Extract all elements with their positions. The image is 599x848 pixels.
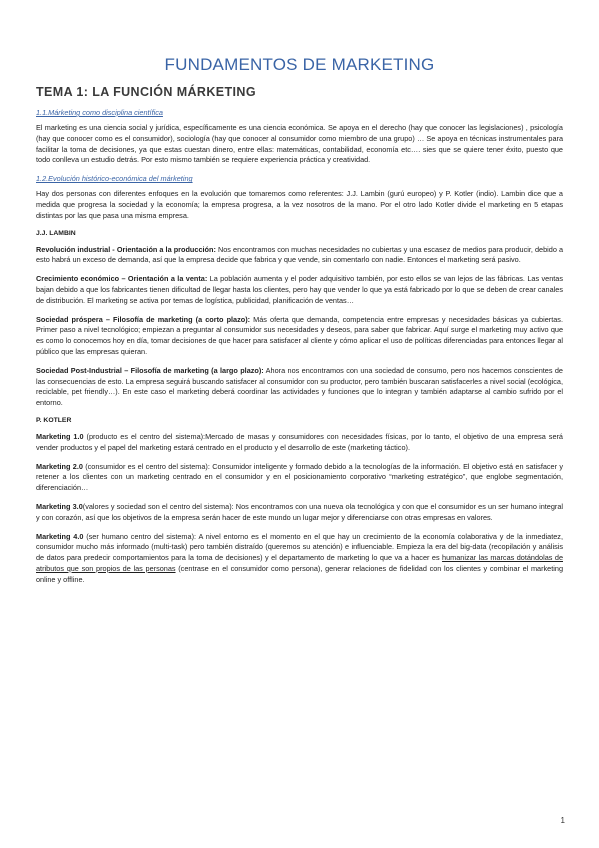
section-1-2-paragraph: Hay dos personas con diferentes enfoques en la evolución que tomaremos como referentes: J.J. Lambin (gurú europeo) y P. Kotler (indio). Lambin dice que a medida que progresa la sociedad y la economía; la empresa progresa, a la vez nosotros de la mano. Por el otro lado Kotler divide el marketing en 5 etapas distintas por las que pasa una misma empresa. (36, 189, 563, 220)
kotler-stage-4-underlined: humanizar las marcas dotándolas de atributos que son propios de las personas (36, 553, 563, 573)
kotler-stage-2 (36, 462, 563, 494)
kotler-stage-4-lead: Marketing 4.0 (36, 531, 84, 541)
lambin-stage-1-lead: Revolución industrial - Orientación a la producción: (36, 244, 216, 254)
kotler-stage-1-lead: Marketing 1.0 (36, 431, 84, 441)
kotler-stage-4-text-a: (ser humano centro del sistema): A nivel entorno es el momento en el que hay un crecimiento de la economía colaborativa y de la inmediatez, consumidor mucho más informado (multi-task) pero también distraído (queremos su atención) e influenciable. Empieza la era del big-data (recopilación y análisis de datos para predecir comportamientos para la toma de decisiones) y el departamento de marketing lo que va a hacer es (36, 531, 563, 563)
page-content (36, 55, 563, 594)
kotler-stage-4-text-b: (centrase en el consumidor como persona), generar relaciones de fidelidad con los clientes y combinar el marketing online y offline. (36, 563, 564, 584)
lambin-stage-3-lead: Sociedad próspera – Filosofía de marketing (a corto plazo): (36, 314, 251, 324)
lambin-stage-4 (36, 366, 563, 409)
lambin-stage-3 (36, 315, 563, 358)
lambin-stage-4-text: Ahora nos encontramos con una sociedad de consumo, pero nos hacemos conscientes de las consecuencias de esto. La empresa seguirá buscando satisfacer al consumidor con su productor, pero también buscaran satisfacerles a nivel social (ecológica, reciclable, pet friendly…). En este caso el marketing deberá coordinar las actividades y funciones que lo integran y también adaptarse al cambio sufrido por el entorno. (36, 365, 563, 408)
lambin-label: J.J. LAMBIN (36, 229, 76, 237)
kotler-label: P. KOTLER (36, 416, 72, 424)
kotler-stage-1-text: (producto es el centro del sistema):Mercado de masas y consumidores con necesidades físicas, por lo tanto, el objetivo de una empresa será vender productos y el papel del marketing estará centrado en el producto y el desarrollo de este (marketing táctico). (36, 431, 563, 452)
tema-heading: TEMA 1: LA FUNCIÓN MÁRKETING (36, 85, 256, 99)
lambin-stage-2 (36, 274, 563, 306)
page-number: 1 (560, 816, 565, 825)
lambin-stage-1-text: Nos encontramos con muchas necesidades no cubiertas y una escasez de medios para producir, debido a esto habrá un exceso de demanda, así que la empresa decide que fabrica y que vende, sin comentarlo con nadie. Entonces el marketing será pasivo. (36, 244, 564, 265)
section-1-2-heading: 1.2.Evolución histórico-económica del márketing (36, 174, 193, 184)
lambin-stage-2-text: La población aumenta y el poder adquisitivo también, por esto ellos se van lejos de las fábricas. Las ventas bajan debido a que los fabricantes tienen dificultad de llegar hasta los clientes, pero hay que vender lo que ya está fabricado por lo que se deben de crear canales de distribución. El marketing se activa por temas de logística, publicidad, planificación de ventas… (36, 274, 564, 305)
kotler-stage-2-text: (consumidor es el centro del sistema): Consumidor inteligente y formado debido a la tecnologías de la información. El objetivo está en satisfacer y retener a los clientes con un marketing centrado en el consumidor y en el posicionamiento corporativo “marketing estratégico”, que englobe segmentación, diferenciación… (36, 461, 564, 493)
kotler-stage-3-lead: Marketing 3.0 (36, 501, 83, 511)
lambin-stage-1 (36, 245, 563, 267)
lambin-stage-2-lead: Crecimiento económico – Orientación a la venta: (36, 274, 208, 284)
lambin-stage-4-lead: Sociedad Post-Industrial – Filosofía de marketing (a largo plazo): (36, 365, 264, 375)
lambin-stage-3-text: Más oferta que demanda, competencia entre empresas y necesidades básicas ya cubiertas. Primer paso a nivel tecnológico; empiezan a preguntar al consumidor sus necesidades y deseos, para saber que fabricar. Aquí surge el marketing muy activo que es como lo conocemos hoy en día, tomar decisiones de que hacer para satisfacer al cliente y cómo aplicar el uso de políticas diferenciadas para entonces llegar al público que las empresas quieran. (36, 314, 563, 356)
kotler-stage-3-text: (valores y sociedad son el centro del sistema): Nos encontramos con una nueva ola tecnológica y con que el consumidor es un ser humano integral y con corazón, así que los objetivos de la empresa serán hacer de este mundo un lugar mejor y diferenciarse con otras empresas en valores. (36, 501, 564, 522)
kotler-stage-3 (36, 502, 563, 524)
kotler-stage-1 (36, 432, 563, 454)
section-1-1-paragraph: El marketing es una ciencia social y jurídica, específicamente es una ciencia económica. Se apoya en el derecho (hay que conocer las legislaciones) , psicología (hay que conocer como es el consumidor), sociología (hay que conocer al consumidor como miembro de una grupo) … Se apoya en técnicas instrumentales para facilitar la toma de decisiones, ya que estas cuestan dinero, entre ellas: matemáticas, contabilidad, economía etc…. sies que se quiere tener éxito, puesto que todo conlleva un estudio detrás. Por esto mismo también se requiere experiencia práctica y creatividad. (36, 123, 563, 165)
kotler-stage-4 (36, 532, 563, 586)
kotler-stage-2-lead: Marketing 2.0 (36, 461, 83, 471)
document-title: FUNDAMENTOS DE MARKETING (164, 55, 435, 74)
section-1-1-heading: 1.1.Márketing como disciplina científica (36, 108, 163, 117)
